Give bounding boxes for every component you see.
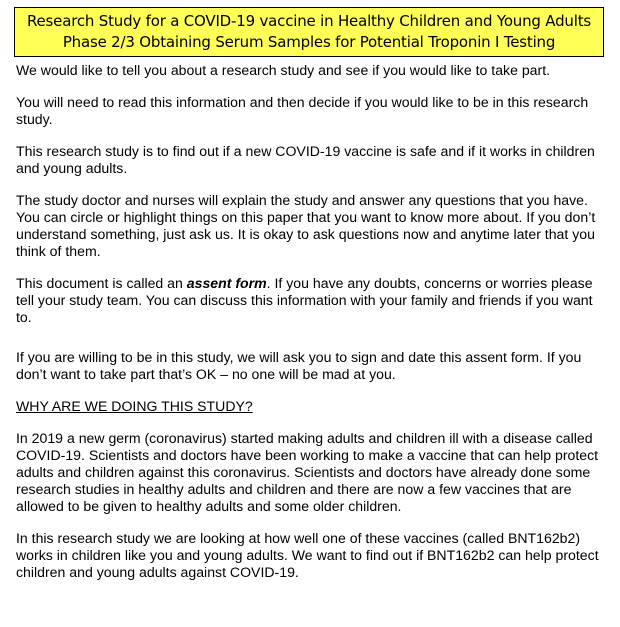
assent-text-before: This document is called an: [16, 275, 187, 291]
title-line-1: Research Study for a COVID-19 vaccine in Healthy Children and Young Adults: [26, 12, 591, 30]
paragraph-bnt162b2: In this research study we are looking at how well one of these vaccines (called BNT162b2) works in children like you and young adults. We want to find out if BNT162b2 can help protect children and young adults against COVID-19.: [16, 530, 599, 580]
paragraph-read-info: You will need to read this information and then decide if you would like to be in this research study.: [16, 94, 589, 127]
document-body: [16, 62, 606, 596]
paragraph-willing: If you are willing to be in this study, we will ask you to sign and date this assent form. If you don’t want to take part that’s OK – no one will be mad at you.: [16, 349, 582, 382]
paragraph-intro: We would like to tell you about a research study and see if you would like to take part.: [16, 62, 551, 78]
title-line-2: Phase 2/3 Obtaining Serum Samples for Potential Troponin I Testing: [62, 33, 556, 51]
paragraph-purpose: This research study is to find out if a new COVID-19 vaccine is safe and if it works in children and young adults.: [16, 143, 595, 176]
assent-form-emphasis: assent form: [186, 275, 267, 291]
paragraph-background: In 2019 a new germ (coronavirus) started making adults and children ill with a disease called COVID-19. Scientists and doctors have been working to make a vaccine that can help protect adults and children against this coronavirus. Scientists and doctors have already done some research studies in healthy adults and children and there are now a few vaccines that are allowed to be given to healthy adults and some older children.: [16, 430, 599, 514]
title-banner: [14, 7, 604, 57]
paragraph-questions: The study doctor and nurses will explain the study and answer any questions that you have. You can circle or highlight things on this paper that you want to know more about. If you don’t understand something, just ask us. It is okay to ask questions now and anytime later that you think of them.: [16, 192, 596, 259]
section-heading-why: WHY ARE WE DOING THIS STUDY?: [16, 398, 253, 414]
assent-text-after: . If you have any doubts, concerns or worries please tell your study team. You can discuss this information with your family and friends if you want to.: [16, 275, 593, 325]
paragraph-assent-form: [16, 275, 606, 326]
